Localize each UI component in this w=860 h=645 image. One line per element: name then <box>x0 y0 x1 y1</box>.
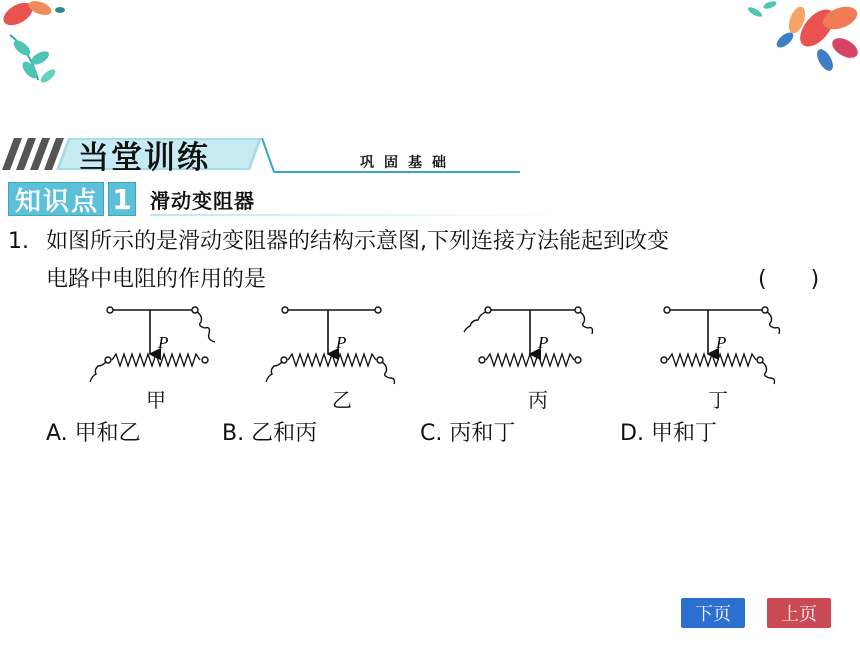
option-c: C. 丙和丁 <box>420 421 516 446</box>
option-b: B. 乙和丙 <box>222 421 318 446</box>
knowledge-point-number: 1 <box>108 182 136 216</box>
diagram-label-bing: 丙 <box>528 388 548 412</box>
knowledge-point-prefix: 知识点 <box>8 182 104 216</box>
diagram-ding <box>661 307 780 384</box>
banner-title: 当堂训练 <box>78 140 210 176</box>
banner-subtitle: 巩固基础 <box>360 155 456 171</box>
floral-decoration-right-icon <box>725 0 860 80</box>
next-page-button[interactable]: 下页 <box>681 598 745 628</box>
question-number: 1. <box>8 229 29 254</box>
slider-label-yi: P <box>336 333 347 352</box>
option-a: A. 甲和乙 <box>46 421 141 446</box>
diagram-bing <box>464 307 593 366</box>
diagram-label-yi: 乙 <box>332 388 352 412</box>
knowledge-point-divider <box>150 214 560 216</box>
answer-parentheses: ( ) <box>758 267 820 292</box>
knowledge-point-label: 滑动变阻器 <box>150 188 256 213</box>
diagram-yi <box>266 307 395 384</box>
rheostat-diagrams <box>0 296 860 416</box>
question-line-1 <box>8 226 669 258</box>
floral-decoration-left-icon <box>0 0 110 95</box>
diagram-label-jia: 甲 <box>146 388 166 412</box>
slider-label-jia: P <box>158 333 169 352</box>
prev-page-button[interactable]: 上页 <box>767 598 831 628</box>
knowledge-point-header <box>8 182 255 216</box>
slider-label-ding: P <box>716 333 727 352</box>
option-d: D. 甲和丁 <box>620 421 717 446</box>
slider-label-bing: P <box>538 333 549 352</box>
diagram-jia <box>90 307 215 382</box>
diagram-label-ding: 丁 <box>708 388 728 412</box>
question-text-1: 如图所示的是滑动变阻器的结构示意图,下列连接方法能起到改变 <box>46 229 669 254</box>
question-line-2: 电路中电阻的作用的是 <box>46 267 267 292</box>
